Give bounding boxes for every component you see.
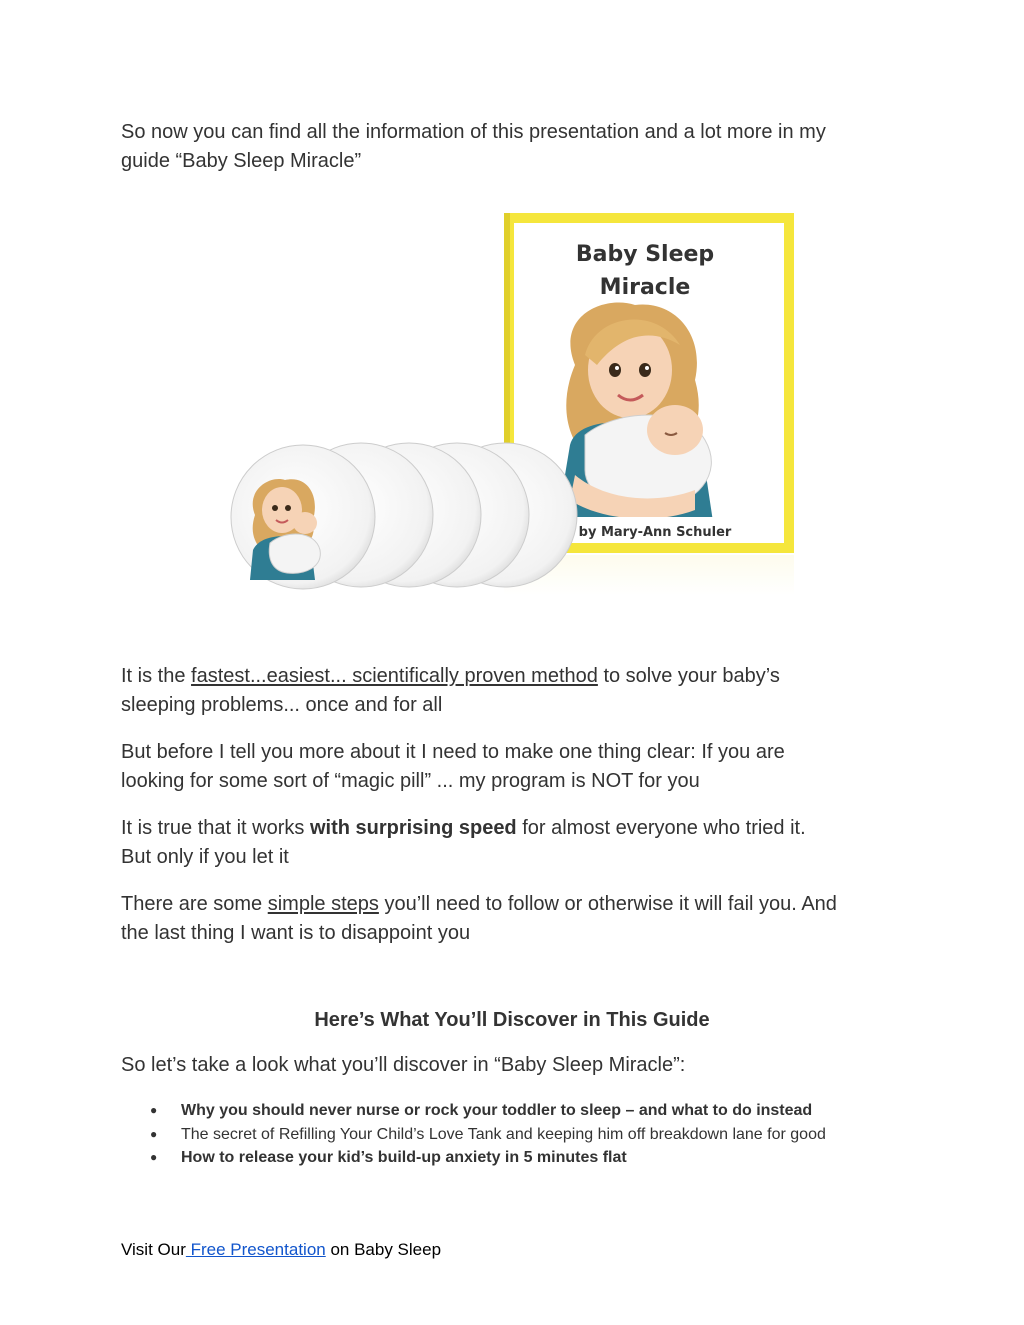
method-underlined-text: fastest...easiest... scientifically proven method xyxy=(191,665,598,687)
footer-pre: Visit Our xyxy=(121,1240,186,1259)
paragraph-magic-pill xyxy=(121,738,921,796)
list-item-text: How to release your kid’s build-up anxiety in 5 minutes flat xyxy=(181,1149,627,1166)
speed-bold-text: with surprising speed xyxy=(309,817,517,839)
list-item-text: Why you should never nurse or rock your toddler to sleep – and what to do instead xyxy=(181,1102,813,1119)
paragraph-method xyxy=(121,662,921,720)
bullet-icon: ● xyxy=(150,1126,158,1141)
book-title-line-2: Miracle xyxy=(599,275,691,300)
footer xyxy=(121,1239,441,1261)
p4-pre: There are some xyxy=(121,893,268,915)
discover-list xyxy=(150,1099,950,1170)
p1-pre: It is the xyxy=(121,665,192,687)
list-item xyxy=(150,1123,950,1147)
disc-illustration xyxy=(250,479,320,580)
p1-line-2: sleeping problems... once and for all xyxy=(121,694,443,716)
p1-post: to solve your baby’s xyxy=(597,665,780,687)
footer-post: on Baby Sleep xyxy=(325,1240,442,1259)
paragraph-speed xyxy=(121,814,921,872)
p2-line-2: looking for some sort of “magic pill” ... my program is NOT for you xyxy=(121,770,700,792)
p4-line-2: the last thing I want is to disappoint you xyxy=(121,922,471,944)
intro-paragraph xyxy=(121,118,921,176)
free-presentation-link[interactable]: Free Presentation xyxy=(185,1240,326,1259)
section-intro: So let’s take a look what you’ll discover in “Baby Sleep Miracle”: xyxy=(121,1054,686,1076)
bullet-icon: ● xyxy=(150,1150,158,1164)
p3-line-2: But only if you let it xyxy=(121,846,289,868)
p3-pre: It is true that it works xyxy=(121,817,310,839)
intro-line-1: So now you can find all the information of this presentation and a lot more in my xyxy=(121,121,826,143)
intro-line-2: guide “Baby Sleep Miracle” xyxy=(121,150,362,172)
p4-post: you’ll need to follow or otherwise it will fail you. And xyxy=(378,893,837,915)
product-image xyxy=(225,205,805,645)
mother-baby-illustration xyxy=(555,303,715,536)
list-item-text: The secret of Refilling Your Child’s Love Tank and keeping him off breakdown lane for good xyxy=(181,1125,826,1143)
product-illustration xyxy=(225,205,805,645)
section-heading: Here’s What You’ll Discover in This Guide xyxy=(314,1009,710,1031)
bullet-icon: ● xyxy=(150,1103,158,1117)
list-item xyxy=(150,1099,950,1123)
book-author: by Mary-Ann Schuler xyxy=(578,525,732,540)
paragraph-simple-steps xyxy=(121,890,921,948)
book-title-line-1: Baby Sleep xyxy=(575,242,715,267)
p3-post: for almost everyone who tried it. xyxy=(516,817,806,839)
list-item xyxy=(150,1146,950,1170)
simple-steps-underlined-text: simple steps xyxy=(267,893,379,915)
p2-line-1: But before I tell you more about it I need to make one thing clear: If you are xyxy=(121,741,785,763)
